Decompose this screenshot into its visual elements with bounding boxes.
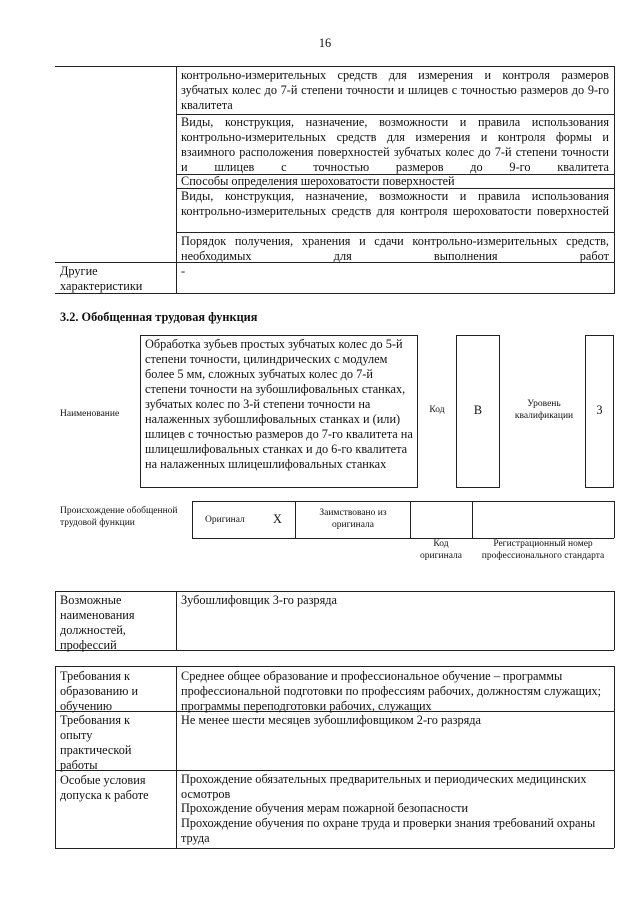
condition-item: Прохождение обучения по охране труда и проверки знания требований охраны труда xyxy=(181,816,596,845)
table-row: Виды, конструкция, назначение, возможности и правила использования контрольно-измерительных средств для контроля шероховатости поверхностей xyxy=(181,189,609,218)
function-name: Обработка зубьев простых зубчатых колес до 5-й степени точности, цилиндрических с модулем более 5 мм, сложных зубчатых колес до 7-й степени точности на зубошлифовальных станках, зубчатых колес по 3-й степени точности на налаженных зубошлифовальных станках и (или) шлицев с точностью размеров до 7-го квалитета на шлицешлифовальных станках и до 6-го квалитета на налаженных шлицешлифовальных станках xyxy=(145,337,413,471)
other-characteristics-label: Другие характеристики xyxy=(60,264,143,293)
experience-value: Не менее шести месяцев зубошлифовщиком 2-го разряда xyxy=(181,713,481,727)
code-label: Код xyxy=(429,405,445,415)
conditions-label: Особые условия допуска к работе xyxy=(60,773,149,802)
table-row: контрольно-измерительных средств для измерения и контроля размеров зубчатых колес до 7-й степени точности и шлицев с точностью размеров до 9-го квалитета xyxy=(181,68,609,112)
origin-label: Происхождение обобщенной трудовой функции xyxy=(60,506,178,528)
original-label: Оригинал xyxy=(205,515,245,525)
condition-item: Прохождение обучения мерам пожарной безопасности xyxy=(181,801,469,815)
education-label: Требования к образованию и обучению xyxy=(60,669,139,713)
original-code-caption: Код оригинала xyxy=(420,539,462,561)
experience-label: Требования к опыту практической работы xyxy=(60,713,132,772)
original-mark: X xyxy=(273,512,282,526)
qualification-level-label: Уровень квалификации xyxy=(514,399,574,421)
positions-label: Возможные наименования должностей, профессий xyxy=(60,593,135,652)
positions-value: Зубошлифовщик 3-го разряда xyxy=(181,593,337,607)
borrowed-label: Заимствовано из оригинала xyxy=(319,508,387,530)
table-row: Способы определения шероховатости поверхностей xyxy=(181,174,455,188)
education-value: Среднее общее образование и профессиональное обучение – программы профессиональной подготовки по профессиям рабочих, должностям служащих; программы переподготовки рабочих, служащих xyxy=(181,669,602,713)
condition-item: Прохождение обязательных предварительных и периодических медицинских осмотров xyxy=(181,772,587,801)
code-value: B xyxy=(473,403,483,417)
other-characteristics-value: - xyxy=(181,264,186,278)
registration-number-caption: Регистрационный номер профессионального стандарта xyxy=(481,539,605,561)
name-label: Наименование xyxy=(60,409,120,419)
qualification-level-value: 3 xyxy=(596,403,603,417)
section-title: 3.2. Обобщенная трудовая функция xyxy=(60,310,258,324)
table-row: Виды, конструкция, назначение, возможности и правила использования контрольно-измерительных средств для измерения и контроля формы и взаимного расположения поверхностей зубчатых колес до 7-й степени точности и шлицев с точностью размеров до 9-го квалитета xyxy=(181,115,609,174)
page-number: 16 xyxy=(318,36,332,50)
table-row: Порядок получения, хранения и сдачи контрольно-измерительных средств, необходимых для выполнения работ xyxy=(181,234,609,263)
